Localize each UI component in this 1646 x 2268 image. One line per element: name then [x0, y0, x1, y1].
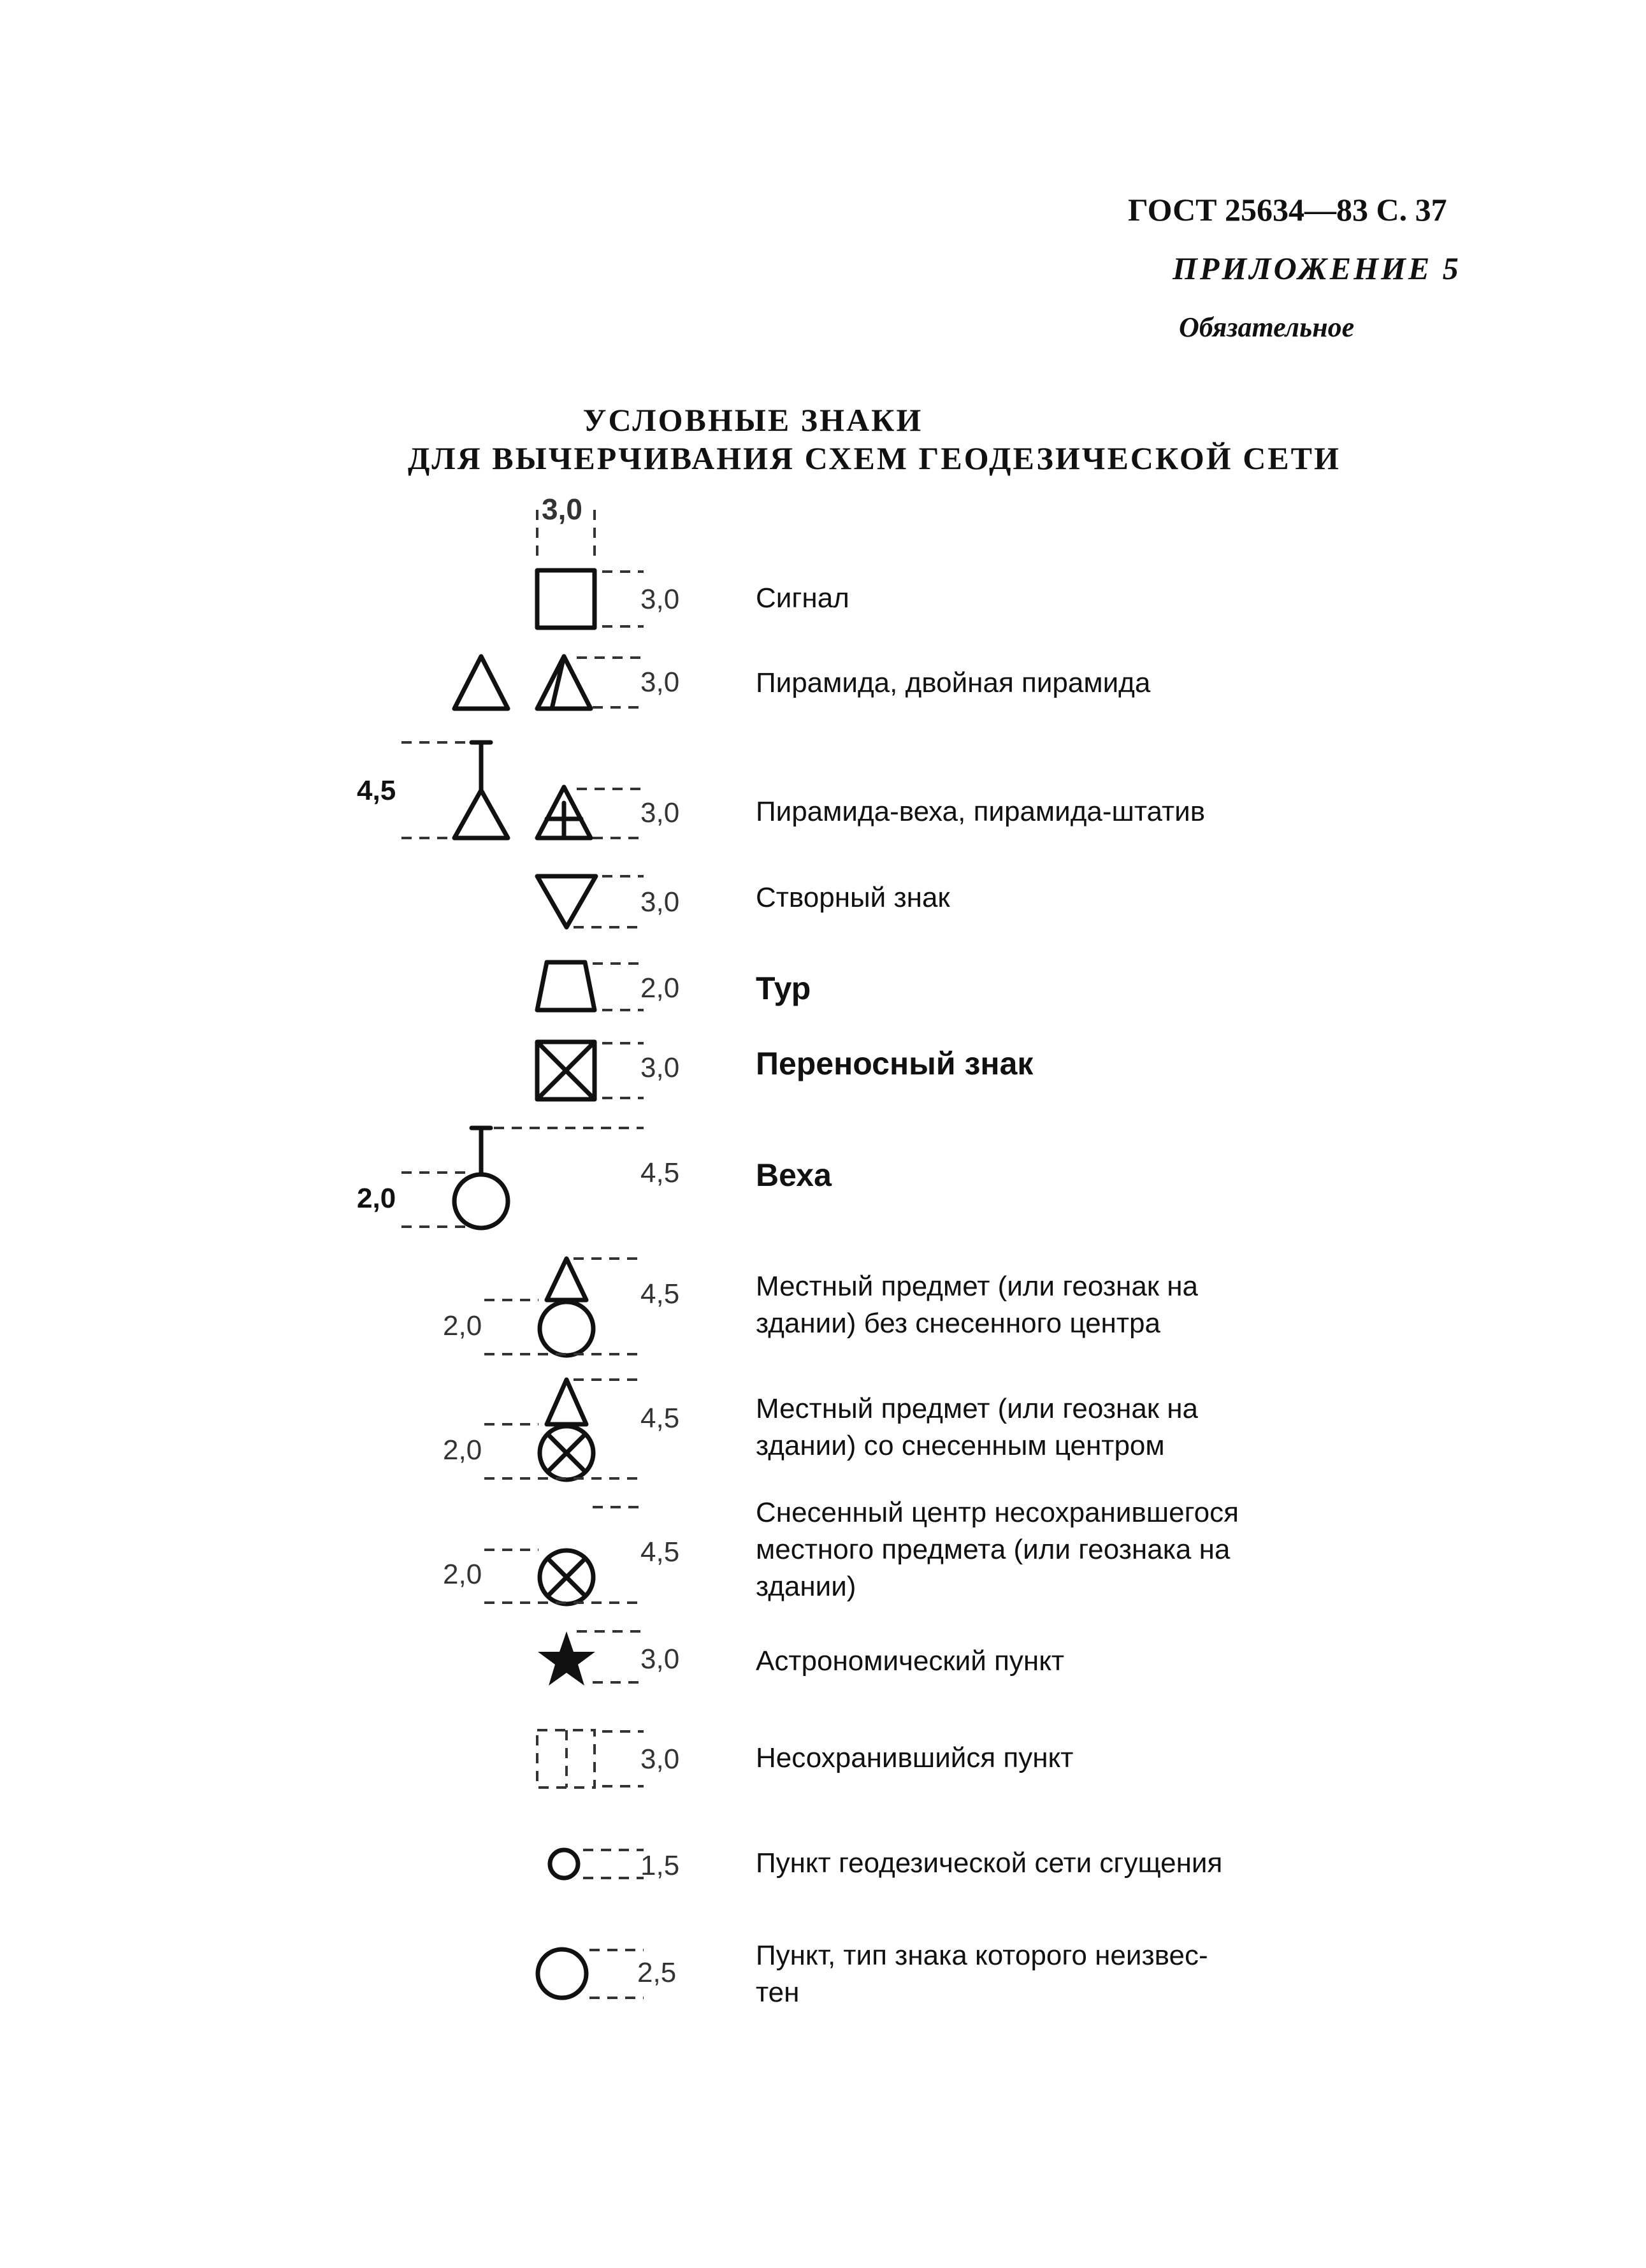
- tour-label: Тур: [756, 971, 811, 1006]
- pyramid-pole-label: Пирамида-веха, пирамида-штатив: [756, 796, 1206, 827]
- offset-center-label: [756, 1494, 1239, 1605]
- unknown-point-label-line1: Пункт, тип знака которого неизвес-: [756, 1940, 1208, 1971]
- local-object-label-line2: здании) без снесенного центра: [756, 1308, 1160, 1339]
- offset-center-label-line2: местного предмета (или геознака на: [756, 1534, 1231, 1565]
- range-mark-label: Створный знак: [756, 882, 950, 913]
- local-object-offset-base-size: 2,0: [443, 1434, 482, 1466]
- portable-mark-size: 3,0: [640, 1052, 680, 1083]
- unknown-point-size: 2,5: [637, 1957, 677, 1988]
- top-dimension: [537, 493, 595, 561]
- tour-size: 2,0: [640, 972, 680, 1004]
- pyramid-pole-size: 3,0: [640, 797, 680, 828]
- tour-symbol: [537, 962, 679, 1010]
- pole-symbol: [357, 1128, 679, 1228]
- unknown-point-label-line2: тен: [756, 1977, 800, 2008]
- local-object-offset-label-line2: здании) со снесенным центром: [756, 1430, 1165, 1461]
- pole-size: 4,5: [640, 1157, 680, 1188]
- lost-point-size: 3,0: [640, 1744, 680, 1775]
- mandatory-note: Обязательное: [1179, 312, 1355, 343]
- pyramid-symbol: [454, 656, 679, 709]
- signal-label: Сигнал: [756, 582, 849, 614]
- page-subtitle: ДЛЯ ВЫЧЕРЧИВАНИЯ СХЕМ ГЕОДЕЗИЧЕСКОЙ СЕТИ: [408, 440, 1341, 476]
- pyramid-size: 3,0: [640, 667, 680, 698]
- astronomical-point-label: Астрономический пункт: [756, 1645, 1065, 1677]
- unknown-point-label: [756, 1937, 1208, 2011]
- local-object-symbol: [443, 1259, 679, 1355]
- offset-center-base-size: 2,0: [443, 1559, 482, 1590]
- page-title: УСЛОВНЫЕ ЗНАКИ: [582, 402, 923, 438]
- pyramid-pole-symbol: [357, 742, 679, 838]
- local-object-label-line1: Местный предмет (или геознак на: [756, 1271, 1199, 1302]
- densification-point-label: Пункт геодезической сети сгущения: [756, 1847, 1223, 1879]
- top-dimension-value: 3,0: [542, 493, 582, 526]
- appendix-title: ПРИЛОЖЕНИЕ 5: [1173, 250, 1461, 286]
- signal-size: 3,0: [640, 584, 680, 615]
- lost-point-label: Несохранившийся пункт: [756, 1742, 1074, 1773]
- offset-center-size: 4,5: [640, 1536, 680, 1568]
- local-object-offset-label: [756, 1390, 1198, 1464]
- densification-point-size: 1,5: [640, 1850, 680, 1881]
- portable-mark-symbol: [537, 1042, 679, 1099]
- unknown-point-symbol: [538, 1949, 676, 1998]
- local-object-offset-size: 4,5: [640, 1403, 680, 1434]
- standard-number: ГОСТ 25634—83 С. 37: [1128, 192, 1447, 228]
- signal-symbol: [537, 570, 679, 628]
- local-object-label: [756, 1268, 1198, 1342]
- pyramid-pole-height: 4,5: [357, 775, 396, 806]
- pyramid-label: Пирамида, двойная пирамида: [756, 667, 1151, 698]
- offset-center-label-line1: Снесенный центр несохранившегося: [756, 1497, 1239, 1528]
- portable-mark-label: Переносный знак: [756, 1046, 1034, 1081]
- local-object-size: 4,5: [640, 1278, 680, 1310]
- offset-center-symbol: [443, 1507, 679, 1604]
- pole-base-size: 2,0: [357, 1183, 396, 1214]
- local-object-offset-label-line1: Местный предмет (или геознак на: [756, 1393, 1199, 1424]
- local-object-base-size: 2,0: [443, 1310, 482, 1341]
- pole-label: Веха: [756, 1157, 832, 1193]
- local-object-offset-symbol: [443, 1380, 679, 1480]
- astronomical-point-size: 3,0: [640, 1643, 680, 1675]
- offset-center-label-line3: здании): [756, 1571, 856, 1602]
- astronomical-point-symbol: [538, 1631, 679, 1686]
- densification-point-symbol: [550, 1850, 679, 1881]
- range-mark-symbol: [537, 876, 679, 927]
- range-mark-size: 3,0: [640, 886, 680, 918]
- lost-point-symbol: [537, 1730, 679, 1788]
